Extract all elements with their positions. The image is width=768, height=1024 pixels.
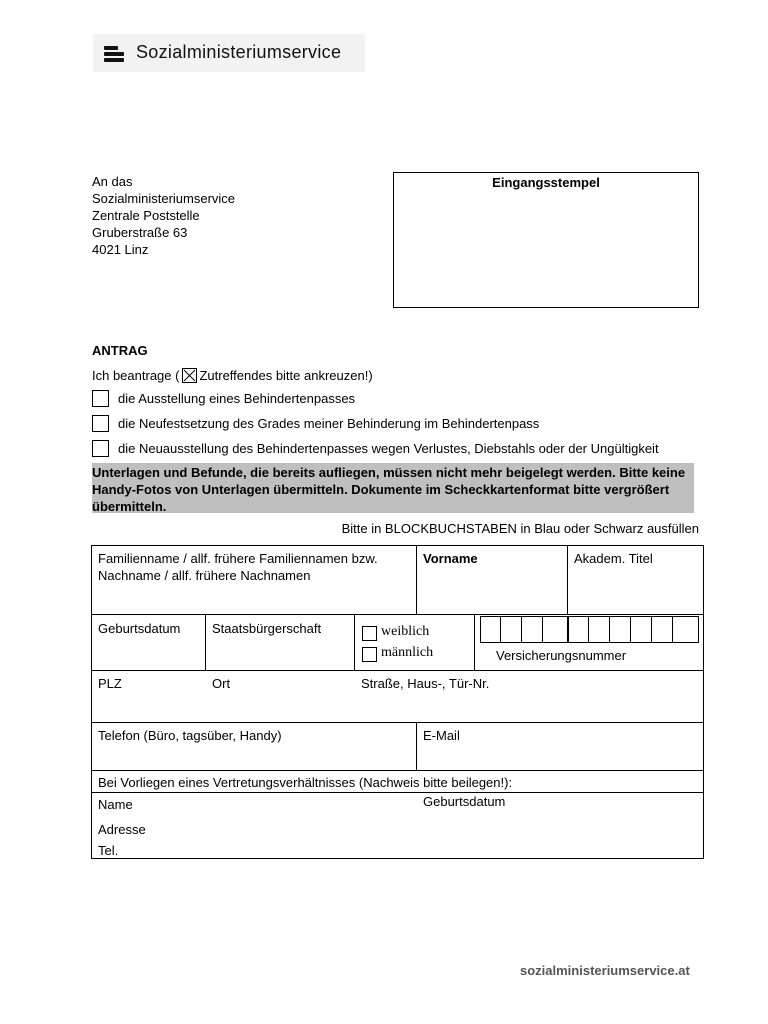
citizenship-label: Staatsbürgerschaft <box>212 621 322 636</box>
option-label: die Neufestsetzung des Grades meiner Behinderung im Behindertenpass <box>118 416 540 431</box>
insurance-digit-box[interactable] <box>521 616 543 643</box>
address-line: An das <box>92 174 133 189</box>
option-issue-pass <box>92 390 355 407</box>
option-reassess-degree <box>92 415 539 432</box>
option-reissue-pass <box>92 440 659 457</box>
footer-url[interactable]: sozialministeriumservice.at <box>520 963 690 978</box>
family-name-label-2: Nachname / allf. frühere Nachnamen <box>98 568 311 583</box>
representation-label: Bei Vorliegen eines Vertretungsverhältnisses (Nachweis bitte beilegen!): <box>98 775 513 790</box>
option-label: die Ausstellung eines Behindertenpasses <box>118 391 356 406</box>
insurance-digit-box[interactable] <box>542 616 568 643</box>
email-label: E-Mail <box>423 728 460 743</box>
block-letters-instruction: Bitte in BLOCKBUCHSTABEN in Blau oder Schwarz ausfüllen <box>341 521 699 536</box>
insurance-digit-box[interactable] <box>588 616 610 643</box>
male-checkbox[interactable] <box>362 647 377 662</box>
rep-address-label: Adresse <box>98 822 146 837</box>
insurance-digit-box[interactable] <box>630 616 652 643</box>
option-label: die Neuausstellung des Behindertenpasses wegen Verlustes, Diebstahls oder der Ungültigkeit <box>118 441 659 456</box>
insurance-digit-box[interactable] <box>609 616 631 643</box>
female-label: weiblich <box>381 624 430 639</box>
insurance-digit-box[interactable] <box>672 616 699 643</box>
personal-data-form <box>91 545 704 859</box>
city-label: Ort <box>212 676 231 691</box>
option-checkbox[interactable] <box>92 415 109 432</box>
logo-text: Sozialministeriumservice <box>136 42 342 62</box>
rep-name-label: Name <box>98 797 133 812</box>
address-line: Sozialministeriumservice <box>92 191 236 206</box>
rep-phone-label: Tel. <box>98 843 119 858</box>
application-intro <box>92 368 373 383</box>
address-line: Zentrale Poststelle <box>92 208 200 223</box>
intro-prefix: Ich beantrage ( <box>92 368 180 383</box>
female-checkbox[interactable] <box>362 626 377 641</box>
option-checkbox[interactable] <box>92 390 109 407</box>
intro-suffix: Zutreffendes bitte ankreuzen!) <box>199 368 373 383</box>
insurance-digit-box[interactable] <box>500 616 522 643</box>
first-name-label: Vorname <box>423 551 478 566</box>
stamp-label: Eingangsstempel <box>492 175 600 190</box>
rep-birth-date-label: Geburtsdatum <box>423 794 506 809</box>
crossed-box-icon <box>182 368 197 383</box>
application-title: ANTRAG <box>92 343 148 358</box>
insurance-digit-box[interactable] <box>480 616 501 643</box>
insurance-digit-box[interactable] <box>651 616 673 643</box>
zip-label: PLZ <box>98 676 122 691</box>
insurance-digit-box[interactable] <box>567 616 589 643</box>
birth-date-label: Geburtsdatum <box>98 621 181 636</box>
logo-icon <box>104 44 126 62</box>
documents-note: Unterlagen und Befunde, die bereits aufliegen, müssen nicht mehr beigelegt werden. Bitte keine Handy-Fotos von Unterlagen übermitteln. Dokumente im Scheckkartenformat bitte vergrößert übermitteln. <box>92 463 694 513</box>
male-label: männlich <box>381 645 434 660</box>
insurance-number-label: Versicherungsnummer <box>496 648 627 663</box>
address-line: Gruberstraße 63 <box>92 225 188 240</box>
street-label: Straße, Haus-, Tür-Nr. <box>361 676 490 691</box>
phone-label: Telefon (Büro, tagsüber, Handy) <box>98 728 282 743</box>
receipt-stamp-box <box>393 172 699 308</box>
academic-title-label: Akadem. Titel <box>574 551 653 566</box>
family-name-label: Familienname / allf. frühere Familiennamen bzw. <box>98 551 378 566</box>
address-line: 4021 Linz <box>92 242 149 257</box>
option-checkbox[interactable] <box>92 440 109 457</box>
recipient-address <box>92 173 235 258</box>
